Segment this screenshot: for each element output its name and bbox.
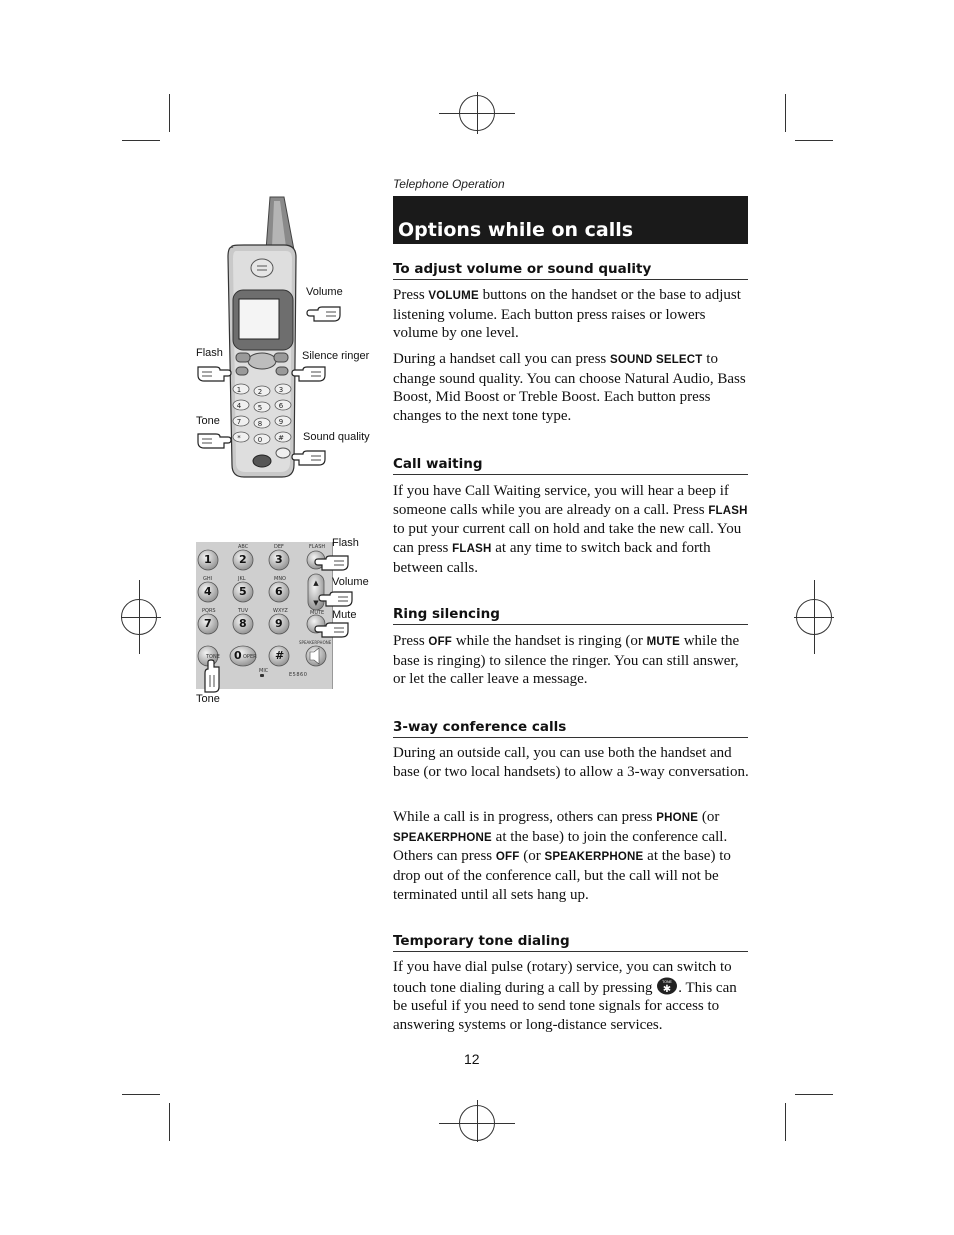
svg-text:4: 4 bbox=[236, 402, 242, 410]
paragraph-volume-2: During a handset call you can press SOUND SELECT to change sound quality. You can choose Natural Audio, Bass Boost, Mid Boost or Treble Boost. Each button press changes to the next tone type. bbox=[393, 351, 746, 425]
svg-text:TONE: TONE bbox=[662, 979, 673, 984]
callout-handset-tone: Tone bbox=[196, 415, 220, 427]
key-6: 6 bbox=[275, 585, 283, 598]
paragraph-conference-2: While a call is in progress, others can press PHONE (or SPEAKERPHONE at the base) to join the conference call. Others can press OFF (or SPEAKERPHONE at the base) to drop out of the conference call, but the call will not be terminated until all sets hang up. bbox=[393, 809, 731, 903]
heading-tone-dialing: Temporary tone dialing bbox=[393, 933, 748, 952]
pointing-hand-icon bbox=[196, 364, 232, 384]
svg-text:6: 6 bbox=[278, 402, 284, 410]
paragraph-volume-1: Press VOLUME buttons on the handset or the base to adjust listening volume. Each button press raises or lowers volume by one level. bbox=[393, 287, 741, 342]
heading-conference: 3-way conference calls bbox=[393, 719, 748, 738]
svg-text:3: 3 bbox=[278, 386, 284, 394]
callout-handset-flash: Flash bbox=[196, 347, 223, 359]
svg-text:1: 1 bbox=[236, 386, 242, 394]
key-3: 3 bbox=[275, 553, 283, 566]
svg-text:2: 2 bbox=[257, 388, 263, 396]
base-keypad-letters: ABC DEF GHI JKL MNO PQRS TUV WXYZ FLASH MUTE TONE OPER SPEAKERPHONE MIC E5860 bbox=[202, 544, 332, 678]
key-hash: # bbox=[275, 649, 285, 662]
star-tone-key-icon bbox=[656, 977, 678, 995]
svg-text:▼: ▼ bbox=[313, 599, 319, 607]
page-title-bar bbox=[393, 196, 748, 244]
heading-call-waiting: Call waiting bbox=[393, 456, 748, 475]
svg-text:7: 7 bbox=[236, 418, 242, 426]
paragraph-call-waiting: If you have Call Waiting service, you will hear a beep if someone calls while you are already on a call. Press FLASH to put your current call on hold and take the new call. You can press FLASH at any time to switch back and forth between calls. bbox=[393, 483, 748, 576]
heading-ring-silencing: Ring silencing bbox=[393, 606, 748, 625]
svg-text:9: 9 bbox=[278, 418, 284, 426]
pointing-hand-icon bbox=[314, 553, 350, 573]
svg-text:5: 5 bbox=[257, 404, 263, 412]
svg-text:▲: ▲ bbox=[313, 579, 319, 587]
pointing-hand-icon bbox=[314, 620, 350, 640]
svg-text:#: # bbox=[278, 434, 284, 442]
handset-illustration bbox=[222, 195, 302, 480]
pointing-hand-icon bbox=[291, 448, 327, 468]
page-number: 12 bbox=[464, 1051, 480, 1067]
paragraph-tone-dialing: If you have dial pulse (rotary) service, you can switch to touch tone dialing during a call by pressing TONE ✱ . This can be useful if you need to send tone signals for access to answering systems or long-distance services. bbox=[393, 959, 737, 1034]
svg-text:8: 8 bbox=[257, 420, 263, 428]
pointing-hand-icon bbox=[306, 304, 342, 324]
section-label: Telephone Operation bbox=[393, 177, 505, 191]
callout-base-volume: Volume bbox=[332, 576, 369, 588]
pointing-hand-icon bbox=[291, 364, 327, 384]
pointing-hand-icon bbox=[196, 431, 232, 451]
callout-handset-volume: Volume bbox=[306, 286, 343, 298]
heading-volume: To adjust volume or sound quality bbox=[393, 261, 748, 280]
svg-text:*: * bbox=[237, 434, 241, 442]
pointing-hand-icon bbox=[202, 659, 222, 693]
key-1: 1 bbox=[204, 553, 212, 566]
callout-handset-sound: Sound quality bbox=[303, 431, 370, 443]
key-8: 8 bbox=[239, 617, 247, 630]
key-7: 7 bbox=[204, 617, 212, 630]
callout-base-tone: Tone bbox=[196, 693, 220, 705]
svg-text:0: 0 bbox=[257, 436, 263, 444]
paragraph-conference-1: During an outside call, you can use both the handset and base (or two local handsets) to allow a 3-way conversation. bbox=[393, 745, 749, 780]
callout-base-mute: Mute bbox=[332, 609, 357, 621]
page-title: Options while on calls bbox=[398, 219, 634, 241]
key-9: 9 bbox=[275, 617, 283, 630]
callout-handset-silence: Silence ringer bbox=[302, 350, 370, 362]
paragraph-ring-silencing: Press OFF while the handset is ringing (or MUTE while the base is ringing) to silence the ringer. You can still answer, or let the caller leave a message. bbox=[393, 633, 740, 688]
svg-text:✱: ✱ bbox=[663, 983, 672, 995]
key-5: 5 bbox=[239, 585, 247, 598]
pointing-hand-icon bbox=[318, 589, 354, 609]
key-4: 4 bbox=[204, 585, 212, 598]
key-0: 0 bbox=[234, 649, 242, 662]
callout-base-flash: Flash bbox=[332, 537, 359, 549]
key-2: 2 bbox=[239, 553, 247, 566]
